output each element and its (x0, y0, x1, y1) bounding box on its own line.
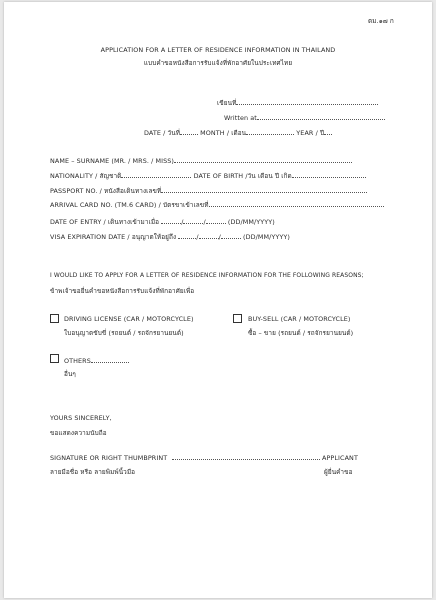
signature-label-en: SIGNATURE OR RIGHT THUMBPRINT (50, 454, 168, 462)
passport-field[interactable]: PASSPORT NO. / หนังสือเดินทางเลขที่ (50, 186, 367, 196)
written-label-th: เขียนที่ (217, 98, 378, 108)
nationality-dob-row[interactable]: NATIONALITY / สัญชาติ DATE OF BIRTH /วัน เดือน ปี เกิด (50, 171, 366, 181)
written-at-label: Written at (224, 113, 385, 122)
others-checkbox[interactable] (50, 354, 59, 363)
name-field[interactable]: NAME – SURNAME (MR. / MRS. / MISS) (50, 156, 352, 165)
option-others-th: อื่นๆ (64, 370, 76, 378)
applicant-label-th: ผู้ยื่นคำขอ (324, 468, 353, 476)
date-row: DATE / วันที่ MONTH / เดือน YEAR / ปี (144, 128, 332, 138)
purpose-intro-english: I WOULD LIKE TO APPLY FOR A LETTER OF RESIDENCE INFORMATION FOR THE FOLLOWING REASONS; (50, 272, 364, 279)
option-buy-sell-en: BUY-SELL (CAR / MOTORCYCLE) (248, 315, 351, 323)
yours-sincerely-th: ขอแสดงความนับถือ (50, 429, 107, 437)
applicant-label-en: APPLICANT (322, 454, 358, 462)
title-english: APPLICATION FOR A LETTER OF RESIDENCE INFORMATION IN THAILAND (100, 46, 336, 54)
visa-expiration-field[interactable]: VISA EXPIRATION DATE / อนุญาตให้อยู่ถึง / / (DD/MM/YYYY) (50, 233, 291, 241)
option-driving-license-th: ใบอนุญาตขับขี่ (รถยนต์ / รถจักรยานยนต์) (64, 329, 184, 337)
driving-license-checkbox[interactable] (50, 314, 59, 323)
yours-sincerely-en: YOURS SINCERELY, (50, 414, 112, 422)
option-buy-sell-th: ซื้อ – ขาย (รถยนต์ / รถจักรยานยนต์) (248, 329, 354, 337)
entry-date-field[interactable]: DATE OF ENTRY / เดินทางเข้ามาเมื่อ / / (DD/MM/YYYY) (50, 218, 275, 226)
title-thai: แบบคำขอหนังสือการรับแจ้งที่พักอาศัยในประเทศไทย (143, 59, 293, 67)
signature-label-th: ลายมือชื่อ หรือ ลายพิมพ์นิ้วมือ (50, 468, 136, 476)
purpose-intro-thai: ข้าพเจ้าขอยื่นคำขอหนังสือการรับแจ้งที่พักอาศัยเพื่อ (50, 287, 195, 295)
form-code: ตม.๑๗ ก (368, 17, 394, 25)
signature-line[interactable] (172, 459, 320, 460)
option-others-en[interactable]: OTHERS (64, 356, 129, 365)
option-driving-license-en: DRIVING LICENSE (CAR / MOTORCYCLE) (64, 315, 194, 323)
buy-sell-checkbox[interactable] (233, 314, 242, 323)
arrival-card-field[interactable]: ARRIVAL CARD NO. (TM.6 CARD) / บัตรขาเข้าเลขที่ (50, 200, 384, 210)
form-page (4, 2, 432, 598)
